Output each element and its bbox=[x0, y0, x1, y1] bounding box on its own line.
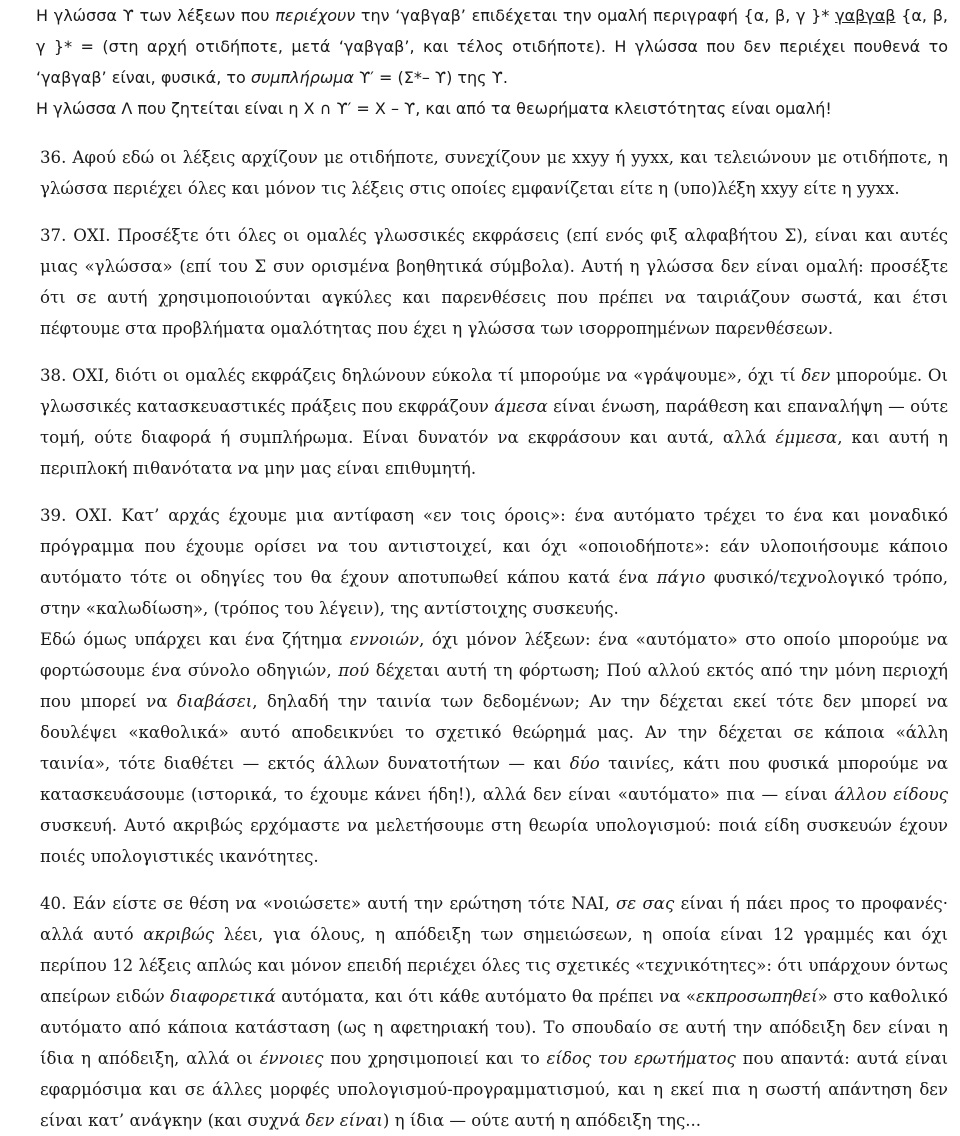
item-text: ) η ίδια — ούτε αυτή η απόδειξη της... bbox=[382, 1111, 702, 1130]
intro-paragraph bbox=[36, 0, 948, 124]
item-emphasis: δεν bbox=[801, 366, 831, 385]
item-number: 36. bbox=[40, 148, 67, 167]
item-text: » στο καθολικό αυτόματο από κάποια κατάσταση (ως η αφετηριακή του). Το σπουδαίο σε αυτή την απόδειξη δεν είναι η ίδια η απόδειξη, αλλά οι bbox=[40, 987, 948, 1068]
item-number: 38. bbox=[40, 366, 67, 385]
intro-text-4: ϒ′ = (Σ*– ϒ) της ϒ. bbox=[353, 68, 508, 87]
item-emphasis: πού bbox=[338, 661, 370, 680]
item-emphasis: διαβάσει bbox=[176, 692, 253, 711]
item-text: δέχεται αυτή τη φόρτωση; Πού αλλού εκτός από την μόνη περιοχή που μπορεί να bbox=[40, 661, 948, 711]
item-text: , και αυτή η περιπλοκή πιθανότατα να μην μας είναι επιθυμητή. bbox=[40, 428, 948, 478]
item-emphasis: διαφορετικά bbox=[170, 987, 276, 1006]
item-text: ταινίες, κάτι που φυσικά μπορούμε να κατασκευάσουμε (ιστορικά, το έχουμε κάνει ήδη!), αλλά δεν είναι «αυτόματο» πια — είναι bbox=[40, 754, 948, 804]
answer-item-40 bbox=[40, 888, 948, 1136]
item-text: . Κατ’ αρχάς έχουμε μια αντίφαση «εν τοις όροις»: ένα αυτόματο τρέχει το ένα και μοναδικό πρόγραμμα που έχουμε ορίσει να του αντιστοιχεί, και όχι «οποιοδήποτε»: εάν υλοποιήσουμε κάποιο αυτόματο τότε οι οδηγίες του θα έχουν αποτυπωθεί κάπου κατά ένα bbox=[40, 506, 948, 587]
item-answer: ΟΧΙ bbox=[75, 506, 108, 525]
item-number: 40. bbox=[40, 894, 67, 913]
item-emphasis: έννοιες bbox=[259, 1049, 324, 1068]
intro-underlined: γαβγαβ bbox=[835, 6, 896, 25]
item-text: , δηλαδή την ταινία των δεδομένων; Αν την δέχεται εκεί τότε δεν μπορεί να δουλέψει «καθολικά» αυτό αποδεικνύει το σχετικό θεώρημά μας. Αν την δέχεται σε κάποια «άλλη ταινία», τότε διαθέτει — εκτός άλλων δυνατοτήτων — και bbox=[40, 692, 949, 773]
item-answer: ΝΑΙ bbox=[571, 894, 605, 913]
item-answer: ΟΧΙ bbox=[72, 366, 105, 385]
item-text: που χρησιμοποιεί και το bbox=[323, 1049, 547, 1068]
item-number: 39. bbox=[40, 506, 67, 525]
item-text: , bbox=[604, 894, 616, 913]
item-text: φυσικό/τεχνολογικό τρόπο, στην «καλωδίωση», (τρόπος του λέγειν), της αντίστοιχης συσκευής. bbox=[40, 568, 948, 618]
answer-item-37 bbox=[40, 220, 948, 344]
item-emphasis: πάγιο bbox=[656, 568, 706, 587]
intro-em-2: συμπλήρωμα bbox=[250, 68, 354, 87]
item-emphasis: εκπροσωπηθεί bbox=[696, 987, 818, 1006]
item-emphasis: δύο bbox=[569, 754, 600, 773]
intro-em-1: περιέχουν bbox=[275, 6, 356, 25]
item-emphasis: σε σας bbox=[615, 894, 675, 913]
item-text: αυτόματα, και ότι κάθε αυτόματο θα πρέπει να « bbox=[275, 987, 697, 1006]
item-answer: ΟΧΙ bbox=[73, 226, 106, 245]
item-emphasis: ακριβώς bbox=[143, 925, 215, 944]
intro-text-2: την ‘γαβγαβ’ επιδέχεται την ομαλή περιγραφή {α, β, γ }* bbox=[355, 6, 836, 25]
item-text: Αφού εδώ οι λέξεις αρχίζουν με οτιδήποτε, συνεχίζουν με xxyy ή yyxx, και τελειώνουν με οτιδήποτε, η γλώσσα περιέχει όλες και μόνον τις λέξεις στις οποίες εμφανίζεται είτε η (υπο)λέξη xxyy είτε η yyxx. bbox=[40, 148, 948, 198]
answer-item-39 bbox=[40, 500, 948, 872]
item-number: 37. bbox=[40, 226, 67, 245]
intro-text-3: {α, β, γ }* = (στη αρχή οτιδήποτε, μετά ‘γαβγαβ’, και τέλος οτιδήποτε). Η γλώσσα που δεν περιέχει πουθενά το ‘γαβγαβ’ είναι, φυσικά, το bbox=[36, 6, 949, 87]
item-text: συσκευή. Αυτό ακριβώς ερχόμαστε να μελετήσουμε στη θεωρία υπολογισμού: ποιά είδη συσκευών έχουν ποιές υπολογιστικές ικανότητες. bbox=[40, 816, 948, 866]
item-emphasis: δεν είναι bbox=[305, 1111, 383, 1130]
intro-text-1: Η γλώσσα ϒ των λέξεων που bbox=[36, 6, 276, 25]
intro-text-5: Η γλώσσα Λ που ζητείται είναι η Χ ∩ ϒ′ = Χ – ϒ, και από τα θεωρήματα κλειστότητας είναι ομαλή! bbox=[36, 99, 832, 118]
item-emphasis: άμεσα bbox=[494, 397, 548, 416]
item-emphasis: είδος του ερωτήματος bbox=[546, 1049, 736, 1068]
item-emphasis: έμμεσα bbox=[775, 428, 838, 447]
item-text: λέει, για όλους, η απόδειξη των σημειώσεων, η οποία είναι 12 γραμμές και όχι περίπου 12 λέξεις απλώς και μόνον επειδή περιέχει όλες τις σχετικές «τεχνικότητες»: ότι υπάρχουν όντως απείρων ειδών bbox=[40, 925, 948, 1006]
item-text: είναι ένωση, παράθεση και επαναλήψη — ούτε τομή, ούτε διαφορά ή συμπλήρωμα. Είναι δυνατόν να εκφράσουν και αυτά, αλλά bbox=[40, 397, 948, 447]
item-text: Εδώ όμως υπάρχει και ένα ζήτημα bbox=[40, 630, 350, 649]
answer-item-36 bbox=[40, 142, 948, 204]
item-emphasis: άλλου είδους bbox=[834, 785, 948, 804]
item-text: Εάν είστε σε θέση να «νοιώσετε» αυτή την ερώτηση τότε bbox=[72, 894, 572, 913]
item-text: μπορούμε. Οι γλωσσικές κατασκευαστικές πράξεις που εκφράζουν bbox=[40, 366, 948, 416]
answer-item-38 bbox=[40, 360, 948, 484]
item-text: , διότι οι ομαλές εκφράζεις δηλώνουν εύκολα τί μπορούμε να «γράψουμε», όχι τί bbox=[104, 366, 802, 385]
item-text: . Προσέξτε ότι όλες οι ομαλές γλωσσικές εκφράσεις (επί ενός φιξ αλφαβήτου Σ), είναι και αυτές μιας «γλώσσα» (επί του Σ συν ορισμένα βοηθητικά σύμβολα). Αυτή η γλώσσα δεν είναι ομαλή: προσέξτε ότι σε αυτή χρησιμοποιούνται αγκύλες και παρενθέσεις που πρέπει να ταιριάζουν σωστά, και έτσι πέφτουμε στα προβλήματα ομαλότητας που έχει η γλώσσα των ισορροπημένων παρενθέσεων. bbox=[40, 226, 949, 338]
item-emphasis: εννοιών bbox=[349, 630, 420, 649]
item-text: που απαντά: αυτά είναι εφαρμόσιμα και σε άλλες μορφές υπολογισμού-προγραμματισμού, και η εκεί πια η σωστή απάντηση δεν είναι κατ’ ανάγκην (και συχνά bbox=[40, 1049, 948, 1130]
item-text: , όχι μόνον λέξεων: ένα «αυτόματο» στο οποίο μπορούμε να φορτώσουμε ένα σύνολο οδηγιών, bbox=[40, 630, 949, 680]
item-text: είναι ή πάει προς το προφανές· αλλά αυτό bbox=[40, 894, 948, 944]
